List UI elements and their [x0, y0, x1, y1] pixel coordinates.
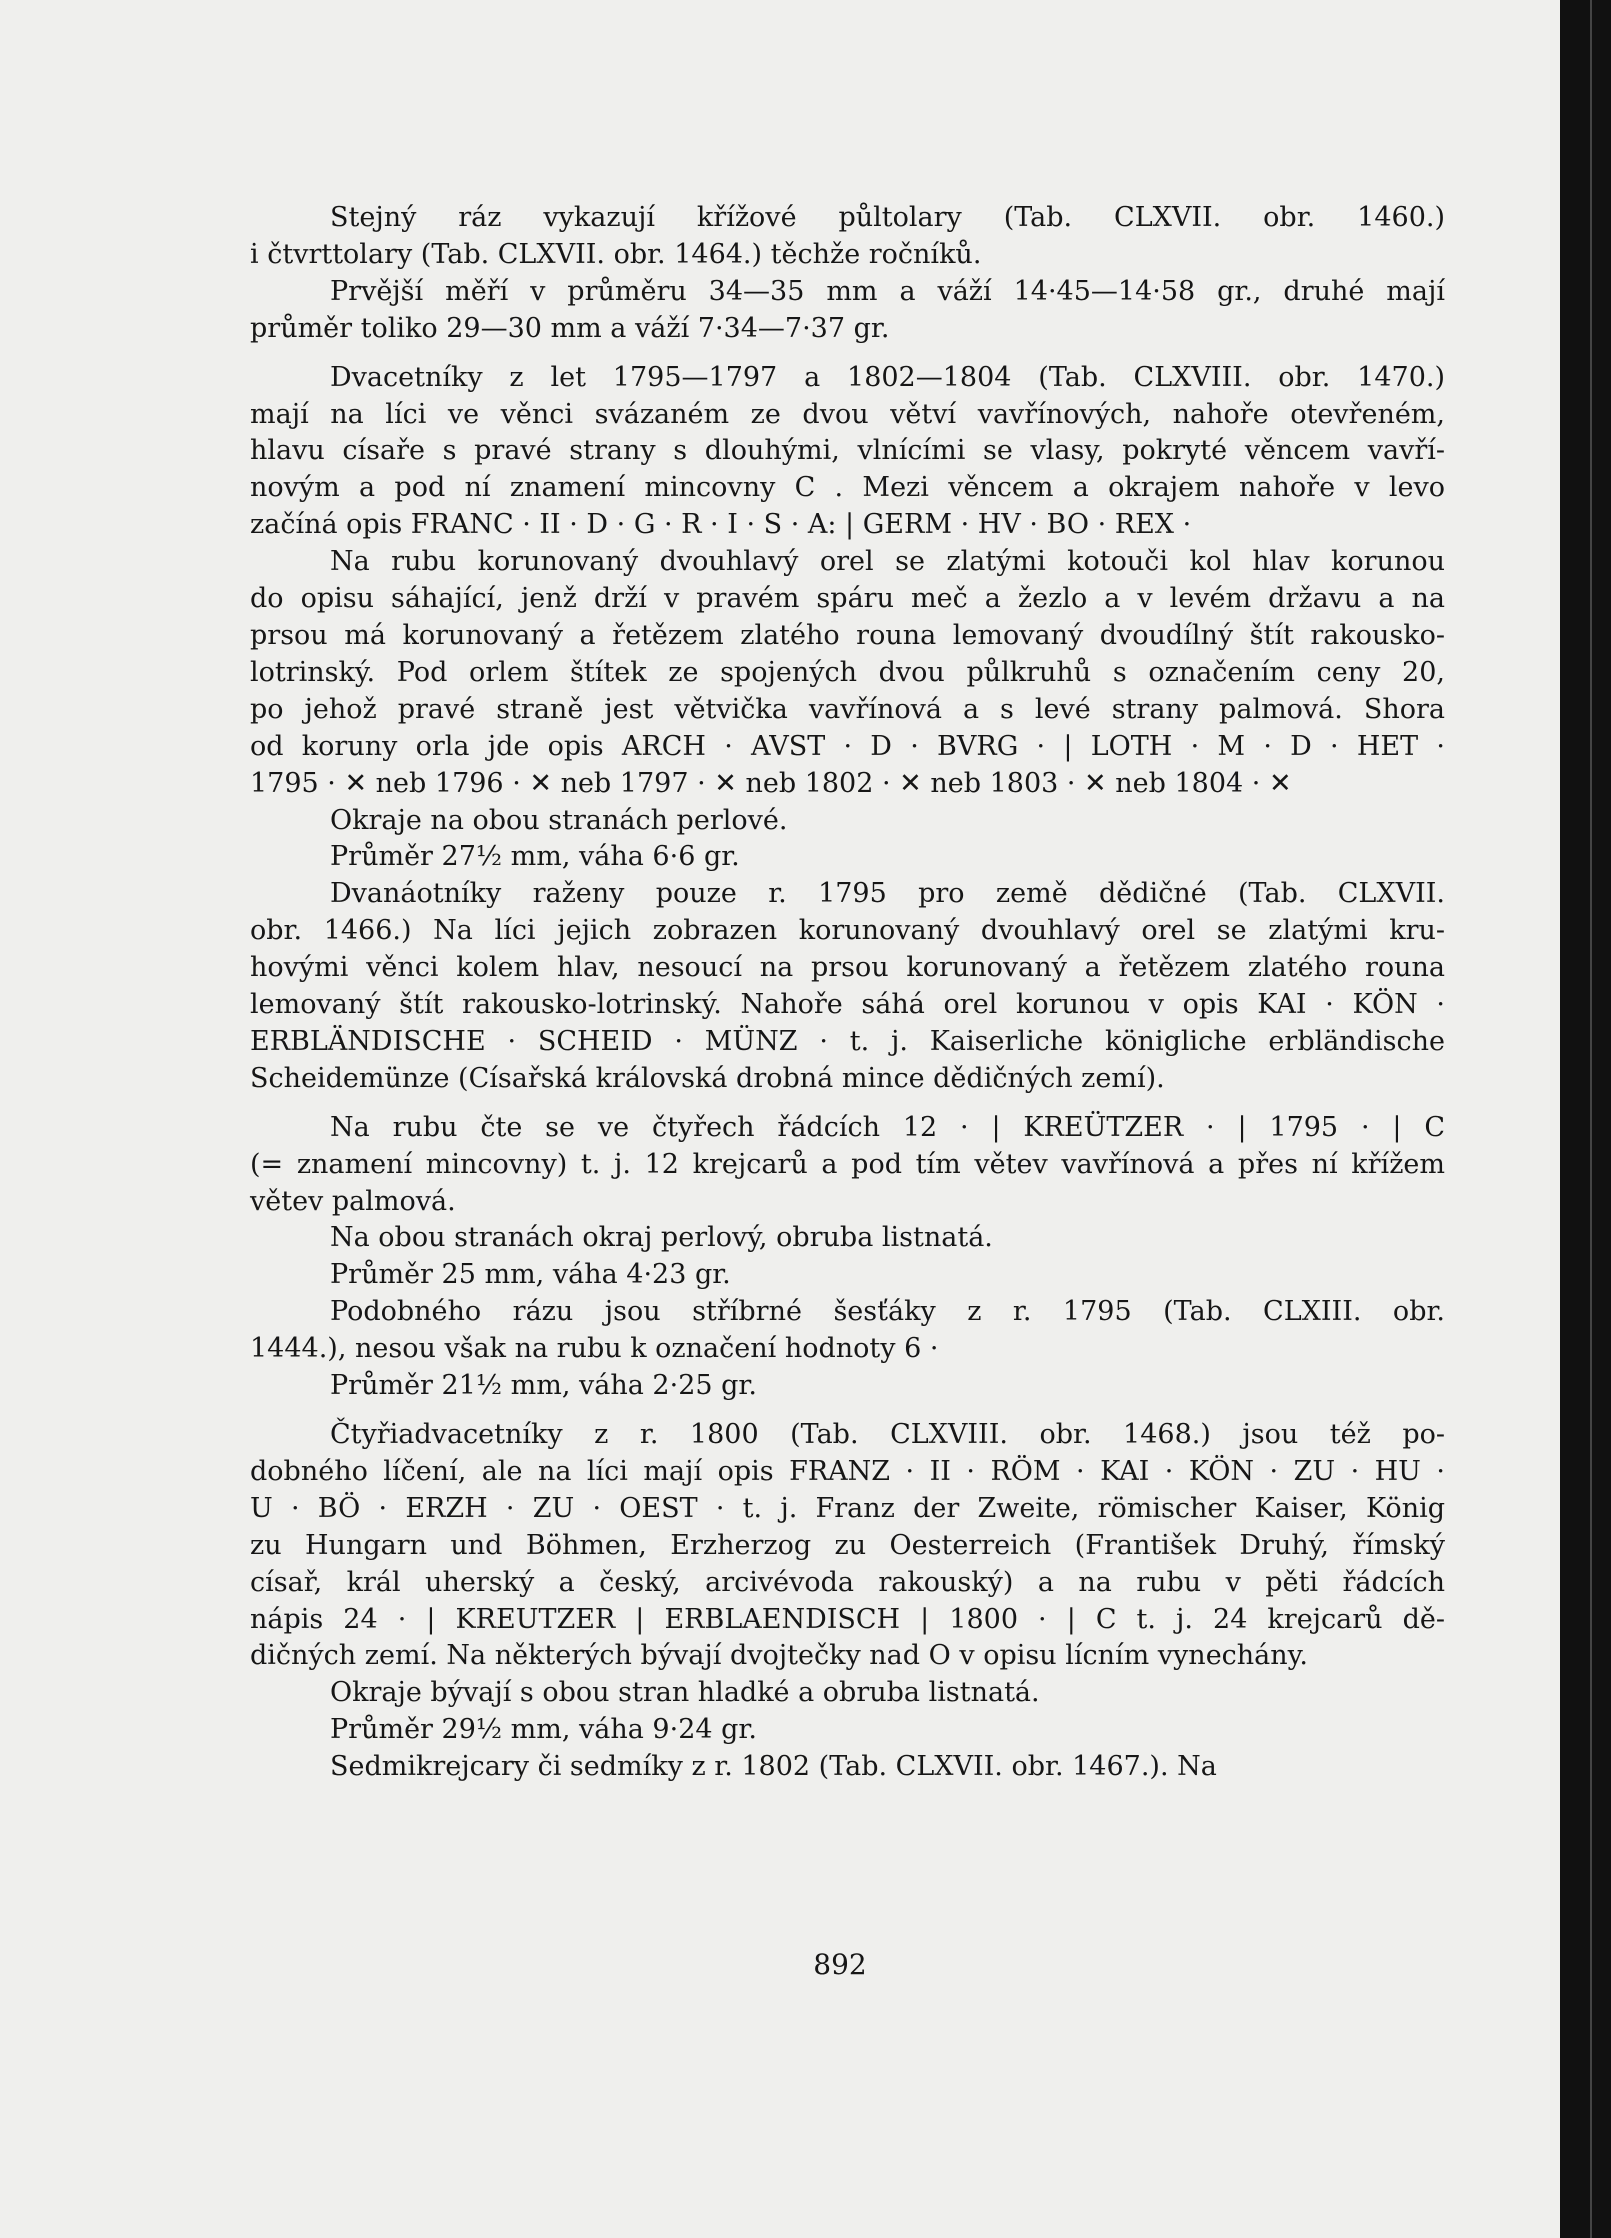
text-line: Průměr 27½ mm, váha 6·6 gr. [330, 841, 740, 873]
text-line: dičných zemí. Na některých bývají dvojtečky nad O v opisu lícním vynechány. [250, 1640, 1308, 1672]
page-number: 892 [813, 1948, 867, 1981]
text-line: Průměr 25 mm, váha 4·23 gr. [330, 1259, 731, 1291]
text-line: Prvější měří v průměru 34—35 mm a váží 14·45—14·58 gr., druhé mají [330, 275, 1445, 307]
text-line: Čtyřiadvacetníky z r. 1800 (Tab. CLXVIII. obr. 1468.) jsou též po- [330, 1419, 1445, 1450]
text-line: ERBLÄNDISCHE · SCHEID · MÜNZ · t. j. Kaiserliche königliche erbländische [250, 1025, 1445, 1057]
text-line: novým a pod ní znamení mincovny C . Mezi věncem a okrajem nahoře v levo [250, 472, 1445, 504]
scan-border [1560, 0, 1611, 2238]
text-line: zu Hungarn und Böhmen, Erzherzog zu Oesterreich (František Druhý, římský [250, 1529, 1445, 1561]
text-line: hovými věnci kolem hlav, nesoucí na prsou korunovaný a řetězem zlatého rouna [250, 952, 1445, 984]
text-line: Stejný ráz vykazují křížové půltolary (Tab. CLXVII. obr. 1460.) [330, 202, 1445, 233]
body-text [250, 200, 1445, 1786]
text-line: Průměr 29½ mm, váha 9·24 gr. [330, 1714, 757, 1746]
text-line: začíná opis FRANC · II · D · G · R · I · S · A: | GERM · HV · BO · REX · [250, 509, 1192, 541]
text-line: lemovaný štít rakousko-lotrinský. Nahoře sáhá orel korunou v opis KAI · KÖN · [250, 989, 1445, 1021]
text-line: po jehož pravé straně jest větvička vavřínová a s levé strany palmová. Shora [250, 693, 1445, 725]
text-line: hlavu císaře s pravé strany s dlouhými, vlnícími se vlasy, pokryté věncem vavří- [250, 435, 1445, 467]
text-line: Podobného rázu jsou stříbrné šesťáky z r. 1795 (Tab. CLXIII. obr. [330, 1296, 1445, 1328]
text-line: nápis 24 · | KREUTZER | ERBLAENDISCH | 1800 · | C t. j. 24 krejcarů dě- [250, 1603, 1445, 1635]
text-line: U · BÖ · ERZH · ZU · OEST · t. j. Franz der Zweite, römischer Kaiser, König [250, 1492, 1445, 1524]
text-line: Okraje bývají s obou stran hladké a obruba listnatá. [330, 1677, 1040, 1709]
text-line: dobného líčení, ale na líci mají opis FRANZ · II · RÖM · KAI · KÖN · ZU · HU · [250, 1455, 1445, 1487]
text-line: obr. 1466.) Na líci jejich zobrazen korunovaný dvouhlavý orel se zlatými kru- [250, 915, 1445, 947]
text-line: lotrinský. Pod orlem štítek ze spojených dvou půlkruhů s označením ceny 20, [250, 656, 1445, 688]
text-line: (= znamení mincovny) t. j. 12 krejcarů a pod tím větev vavřínová a přes ní křížem [250, 1148, 1445, 1180]
text-line: mají na líci ve věnci svázaném ze dvou větví vavřínových, nahoře otevřeném, [250, 398, 1445, 430]
text-line: průměr toliko 29—30 mm a váží 7·34—7·37 gr. [250, 312, 890, 344]
text-line: od koruny orla jde opis ARCH · AVST · D · BVRG · | LOTH · M · D · HET · [250, 730, 1445, 762]
text-line: Průměr 21½ mm, váha 2·25 gr. [330, 1370, 757, 1402]
scan-edge-line [1590, 0, 1592, 2238]
text-line: Dvanáotníky raženy pouze r. 1795 pro země dědičné (Tab. CLXVII. [330, 878, 1445, 910]
text-line: Na rubu čte se ve čtyřech řádcích 12 · | KREÜTZER · | 1795 · | C [330, 1111, 1445, 1143]
text-line: i čtvrttolary (Tab. CLXVII. obr. 1464.) těchže ročníků. [250, 238, 982, 270]
text-line: císař, král uherský a český, arcivévoda rakouský) a na rubu v pěti řádcích [250, 1566, 1445, 1598]
text-line: Na obou stranách okraj perlový, obruba listnatá. [330, 1222, 993, 1254]
text-line: Dvacetníky z let 1795—1797 a 1802—1804 (Tab. CLXVIII. obr. 1470.) [330, 361, 1445, 393]
text-line: do opisu sáhající, jenž drží v pravém spáru meč a žezlo a v levém državu a na [250, 583, 1445, 615]
text-line: Sedmikrejcary či sedmíky z r. 1802 (Tab. CLXVII. obr. 1467.). Na [330, 1751, 1217, 1783]
text-line: Na rubu korunovaný dvouhlavý orel se zlatými kotouči kol hlav korunou [330, 546, 1445, 578]
text-line: Scheidemünze (Císařská královská drobná mince dědičných zemí). [250, 1062, 1165, 1094]
text-line: 1795 · ✕ neb 1796 · ✕ neb 1797 · ✕ neb 1802 · ✕ neb 1803 · ✕ neb 1804 · ✕ [250, 767, 1292, 799]
text-line: větev palmová. [250, 1185, 456, 1217]
text-line: 1444.), nesou však na rubu k označení hodnoty 6 · [250, 1333, 939, 1365]
text-line: prsou má korunovaný a řetězem zlatého rouna lemovaný dvoudílný štít rakousko- [250, 619, 1445, 651]
text-line: Okraje na obou stranách perlové. [330, 804, 788, 836]
